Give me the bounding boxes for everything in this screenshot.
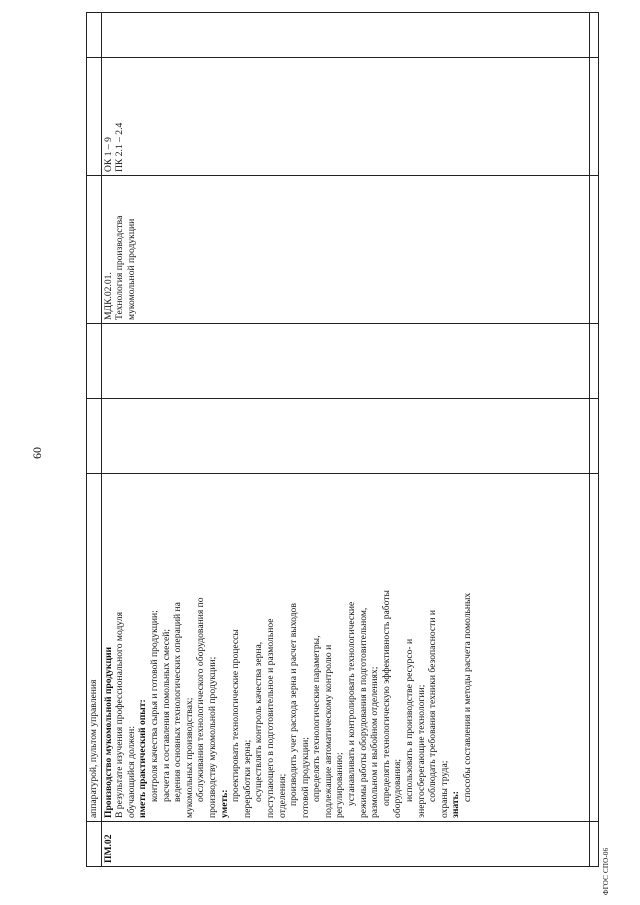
table-cell — [590, 58, 599, 176]
module-line: иметь практический опыт: — [137, 699, 149, 818]
module-line: проектировать технологические процессы — [230, 629, 242, 802]
module-line: соблюдать требования техники безопасности и — [427, 610, 439, 802]
table-cell — [590, 822, 599, 867]
module-line: поступающего в подготовительное и размольное — [264, 618, 276, 818]
table-cell — [101, 399, 589, 474]
module-line: устанавливать и контролировать технологические — [346, 601, 358, 806]
competency-professional: ПК 2.1 – 2.4 — [114, 122, 126, 172]
module-line: размольном и выбойном отделениях; — [369, 666, 381, 818]
table-cell — [87, 399, 102, 474]
module-line: производить учет расхода зерна и расчет выходов — [288, 603, 300, 806]
mdk-cell — [101, 176, 589, 324]
module-line: определять технологическую эффективность работы — [380, 590, 392, 806]
module-line: уметь: — [218, 789, 230, 818]
module-line: оборудования; — [392, 758, 404, 818]
module-line: использовать в производстве ресурсо- и — [404, 638, 416, 802]
module-line: подлежащие автоматическому контролю и — [322, 644, 334, 818]
module-code-cell: ПМ.02 — [101, 822, 589, 867]
competency-general: ОК 1 – 9 — [102, 137, 114, 172]
table-cell — [101, 324, 589, 399]
table-cell — [101, 13, 589, 58]
module-line: переработки зерна; — [241, 739, 253, 818]
page-number: 60 — [30, 447, 44, 459]
table-cell — [590, 324, 599, 399]
mdk-code: МДК.02.01. — [102, 272, 114, 320]
module-line: расчета и составления помольных смесей; — [160, 628, 172, 802]
module-line: определять технологические параметры, — [311, 635, 323, 802]
module-line: Производство мукомольной продукции — [102, 646, 114, 818]
module-line: регулированию; — [334, 752, 346, 818]
table-row-module — [101, 13, 589, 867]
module-line: обучающийся должен: — [125, 726, 137, 818]
table-cell — [87, 13, 102, 58]
table-cell — [590, 474, 599, 822]
table-row-bottom — [590, 13, 599, 867]
table-cell — [590, 399, 599, 474]
module-line: энергосберегающие технологии; — [415, 684, 427, 818]
module-line: готовой продукции; — [299, 737, 311, 818]
module-line: охраны труда; — [438, 760, 450, 818]
competencies-cell — [101, 58, 589, 176]
table-cell — [590, 176, 599, 324]
module-line: знать: — [450, 791, 462, 818]
module-line: осуществлять контроль качества зерна, — [253, 641, 265, 802]
module-line: В результате изучения профессионального модуля — [114, 612, 126, 818]
table-row-continuation — [87, 13, 102, 867]
mdk-title: Технология производства мукомольной продукции — [114, 215, 137, 320]
table-cell — [87, 176, 102, 324]
module-line: контроля качества сырья и готовой продукции; — [148, 610, 160, 802]
module-lines — [103, 477, 474, 818]
table-cell — [590, 13, 599, 58]
module-line: производству мукомольной продукции; — [206, 656, 218, 818]
table-cell — [87, 822, 102, 867]
table-cell — [87, 58, 102, 176]
curriculum-table — [86, 12, 599, 867]
module-line: ведения основных технологических операций на — [172, 602, 184, 802]
module-content-cell — [101, 474, 589, 822]
continuation-cell: аппаратурой, пультом управления — [87, 474, 102, 822]
module-line: обслуживания технологического оборудования по — [195, 597, 207, 802]
module-line: мукомольных производствах; — [183, 697, 195, 818]
module-line: режимы работы оборудования в подготовительном, — [357, 607, 369, 818]
module-line: отделения; — [276, 773, 288, 818]
table-cell — [87, 324, 102, 399]
footer-label: ФГОС СПО-06 — [602, 847, 610, 895]
module-line: способы составления и методы расчета помольных — [462, 592, 473, 802]
